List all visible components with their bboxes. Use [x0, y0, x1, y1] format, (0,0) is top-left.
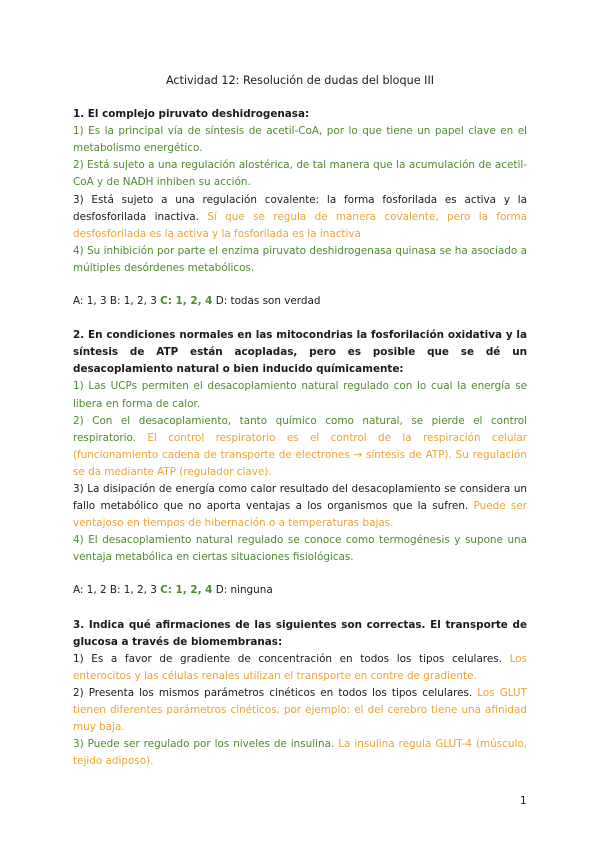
question-2-option-1: 1) Las UCPs permiten el desacoplamiento natural regulado con lo cual la energía se libera en forma de calor. [73, 380, 527, 410]
question-1-option-2: 2) Está sujeto a una regulación alostérica, de tal manera que la acumulación de acetil-CoA y de NADH inhiben su acción. [73, 159, 527, 189]
option-text: 3) La disipación de energía como calor resultado del desacoplamiento se considera un fallo metabólico que no aporta ventajas a los organismos que la sufren. [73, 482, 527, 513]
correct-answer: C: 1, 2, 4 [160, 584, 213, 597]
option-text: 1) Es a favor de gradiente de concentración en todos los tipos celulares. [73, 652, 502, 665]
question-1-option-4: 4) Su inhibición por parte el enzima piruvato deshidrogenasa quinasa se ha asociado a múltiples desórdenes metabólicos. [73, 244, 527, 274]
correction-note: Sí que se regula de manera covalente, pero la forma desfosforilada es la activa y la fosforilada es la inactiva [73, 210, 528, 240]
answer-options: D: ninguna [215, 584, 273, 597]
option-text: 3) Puede ser regulado por los niveles de insulina. [73, 738, 335, 751]
option-text: 3) Está sujeto a una regulación covalente: la forma fosforilada es activa y la desfosforilada inactiva. [73, 193, 527, 223]
correction-note: El control respiratorio es el control de la respiración celular (funcionamiento cadena de transporte de electrones → síntesis de ATP). Su regulación se da mediante ATP (regulador clave). [73, 431, 527, 478]
question-3 [73, 617, 527, 771]
question-1-heading: 1. El complejo piruvato deshidrogenasa: [73, 108, 310, 121]
answer-options: A: 1, 3 B: 1, 2, 3 [73, 295, 157, 308]
question-3-option-1 [73, 651, 527, 685]
answer-options: D: todas son verdad [215, 295, 321, 308]
correction-note: Los GLUT tienen diferentes parámetros cinéticos, por ejemplo: el del cerebro tiene una afinidad muy baja. [73, 686, 527, 734]
question-3-option-2 [73, 685, 527, 736]
document-content [73, 72, 527, 770]
question-1-answers [73, 293, 527, 310]
question-1 [73, 106, 527, 310]
page-number: 1 [520, 795, 527, 807]
correction-note: Puede ser ventajoso en tiempos de hibernación o a temperaturas bajas. [73, 500, 527, 530]
question-2-heading: 2. En condiciones normales en las mitocondrias la fosforilación oxidativa y la síntesis de ATP están acopladas, pero es posible que se dé un desacoplamiento natural o bien inducido químicamente: [73, 329, 527, 376]
question-3-heading: 3. Indica qué afirmaciones de las siguientes son correctas. El transporte de glucosa a través de biomembranas: [73, 618, 527, 648]
question-2-option-4: 4) El desacoplamiento natural regulado se conoce como termogénesis y supone una ventaja metabólica en ciertas situaciones fisiológicas. [73, 534, 527, 564]
question-3-option-3 [73, 736, 527, 770]
correction-note: Los enterocitos y las células renales utilizan el transporte en contre de gradiente. [73, 652, 527, 682]
document-title: Actividad 12: Resolución de dudas del bloque III [165, 74, 435, 87]
answer-options: A: 1, 2 B: 1, 2, 3 [73, 584, 157, 597]
option-text: 2) Con el desacoplamiento, tanto químico como natural, se pierde el control respiratorio. [73, 414, 527, 444]
question-2-option-3 [73, 481, 527, 532]
question-1-option-3 [73, 192, 527, 243]
question-1-option-1: 1) Es la principal vía de síntesis de acetil-CoA, por lo que tiene un papel clave en el metabolismo energético. [73, 125, 527, 155]
question-2-answers [73, 582, 527, 599]
question-2 [73, 327, 527, 599]
correct-answer: C: 1, 2, 4 [160, 295, 213, 308]
option-text: 2) Presenta los mismos parámetros cinéticos en todos los tipos celulares. [73, 686, 473, 699]
correction-note: La insulina regula GLUT-4 (músculo, tejido adiposo). [73, 738, 527, 768]
question-2-option-2 [73, 413, 527, 481]
